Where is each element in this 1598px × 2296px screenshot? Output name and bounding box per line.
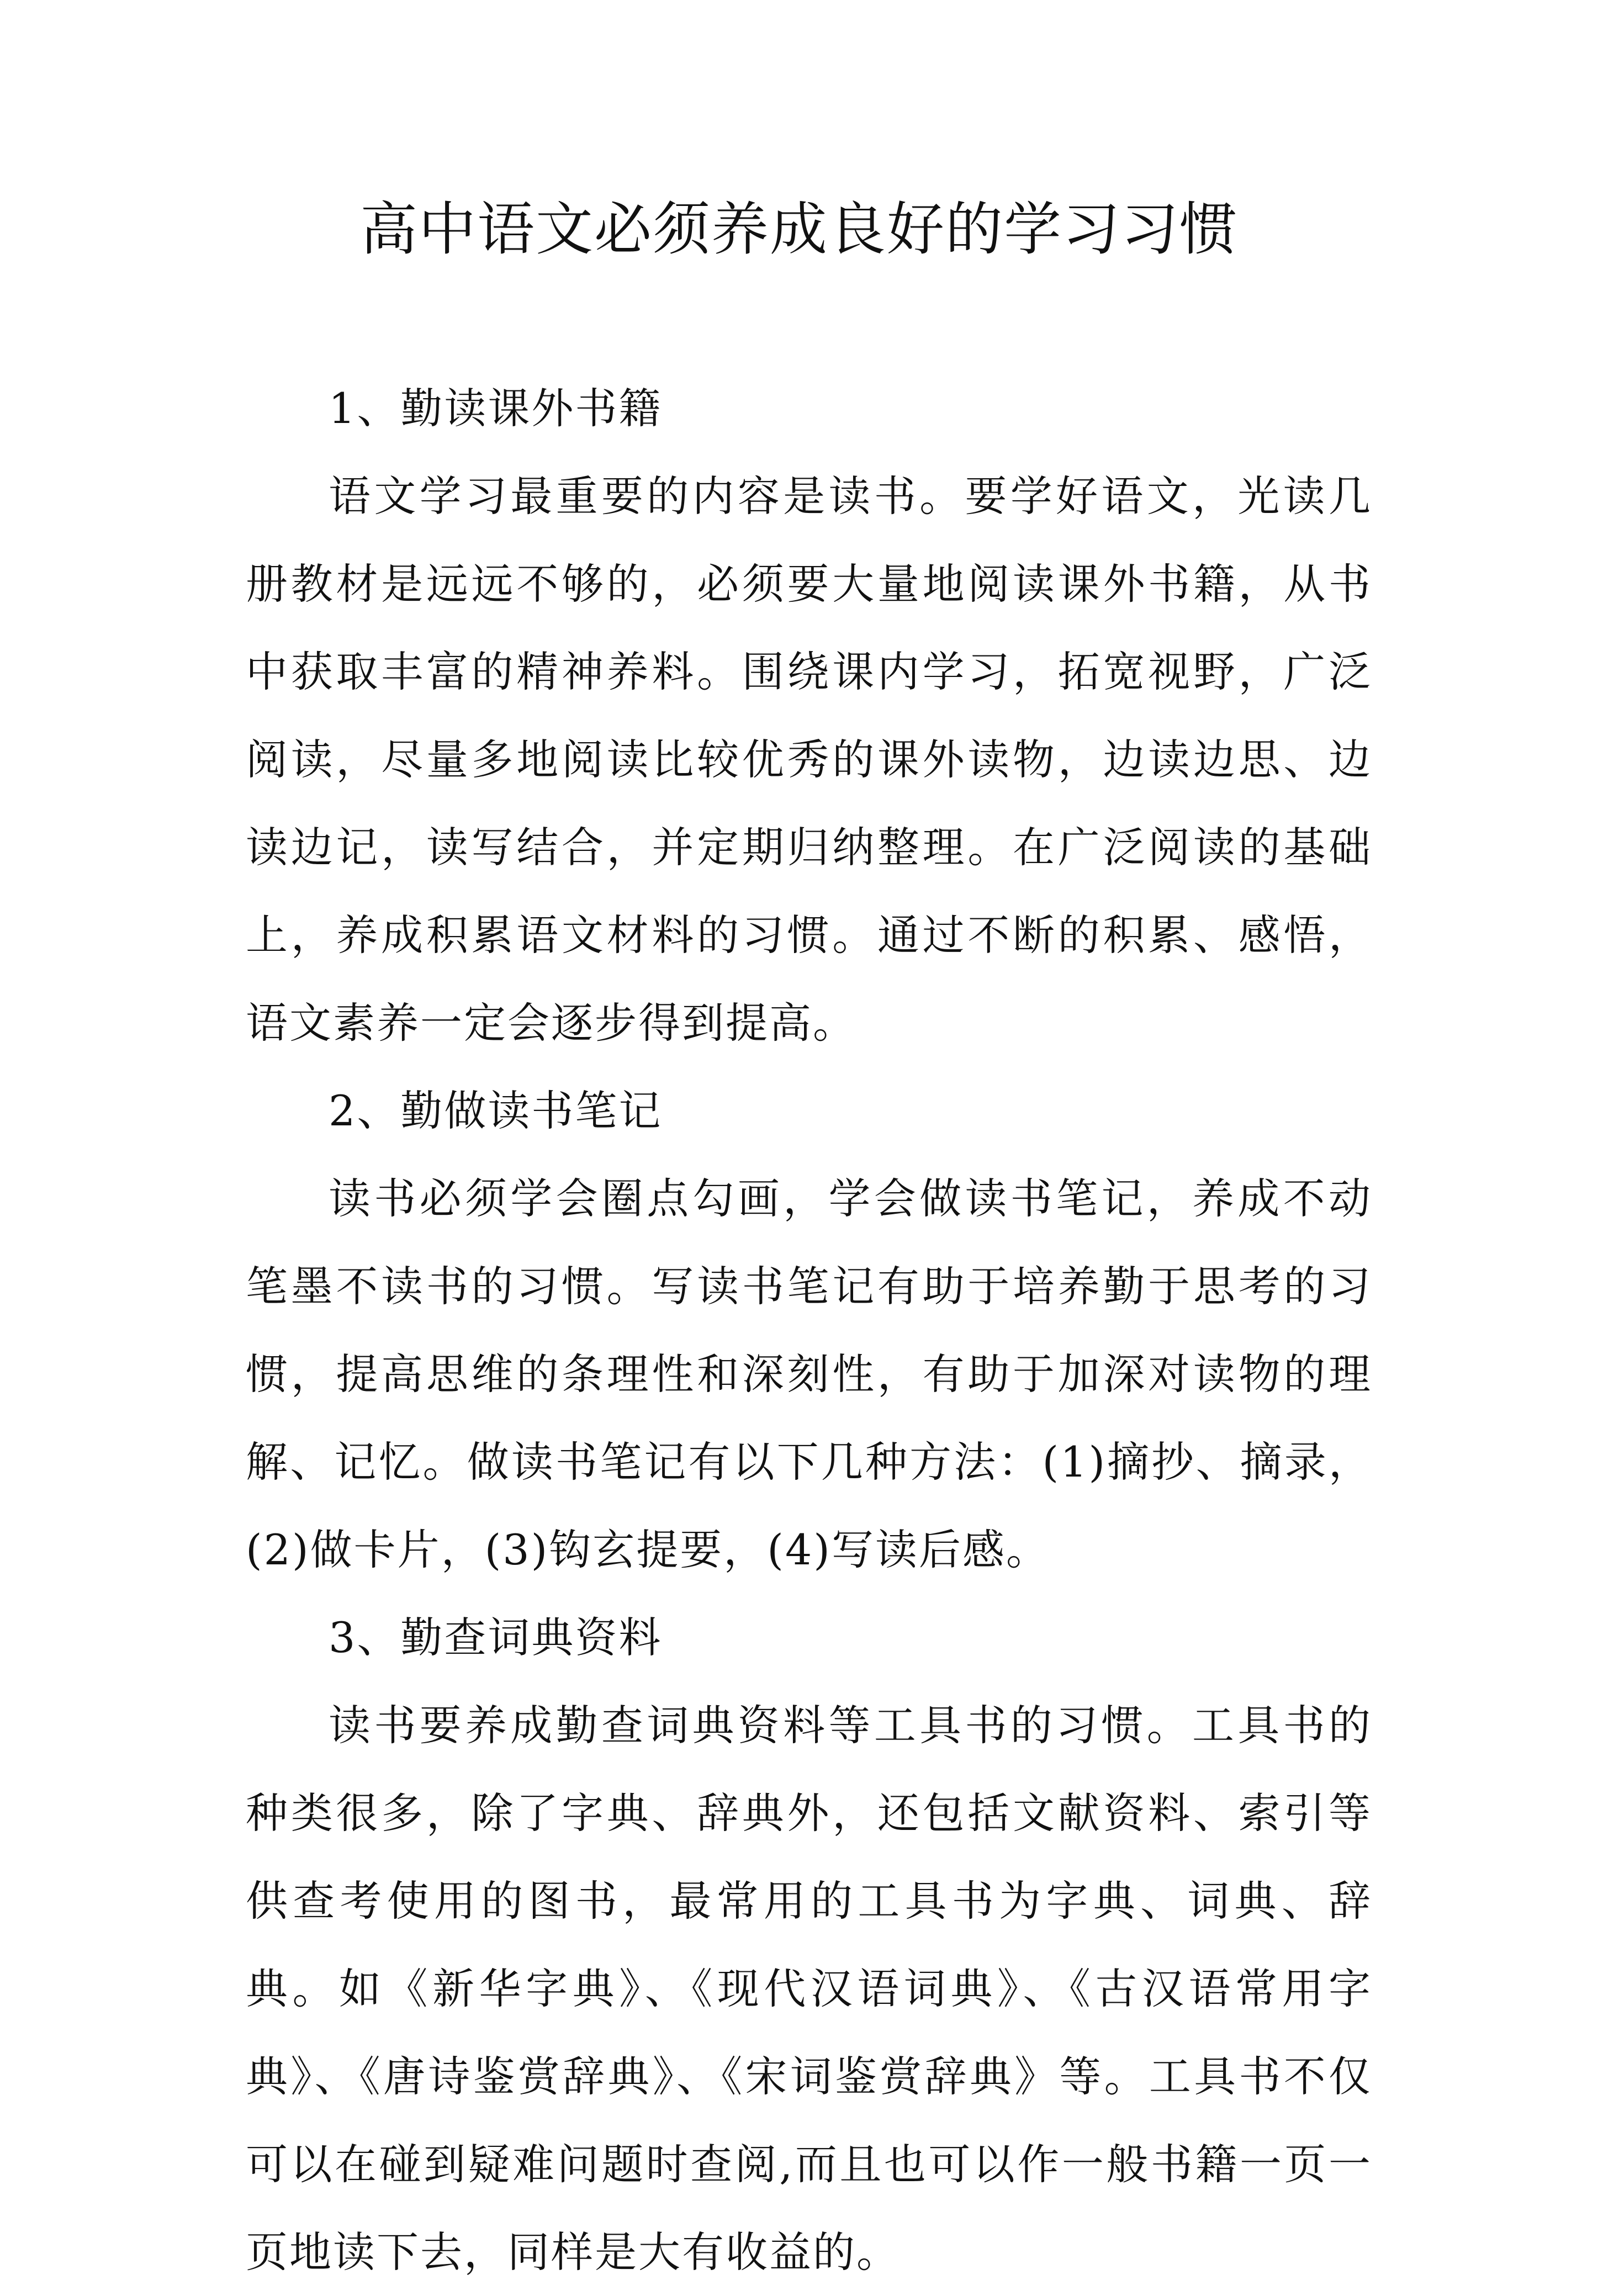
section-heading-3: 3、勤查词典资料 xyxy=(329,1613,663,1662)
document-body xyxy=(246,364,1372,2296)
section-paragraph-1: 语文学习最重要的内容是读书。要学好语文，光读几册教材是远远不够的，必须要大量地阅读课外书籍，从书中获取丰富的精神养料。围绕课内学习，拓宽视野，广泛阅读，尽量多地阅读比较优秀的课外读物，边读边思、边读边记，读写结合，并定期归纳整理。在广泛阅读的基础上，养成积累语文材料的习惯。通过不断的积累、感悟，语文素养一定会逐步得到提高。 xyxy=(246,472,1372,1048)
section-heading-2: 2、勤做读书笔记 xyxy=(329,1086,663,1135)
section-heading-1: 1、勤读课外书籍 xyxy=(329,384,663,433)
section-paragraph-2: 读书必须学会圈点勾画，学会做读书笔记，养成不动笔墨不读书的习惯。写读书笔记有助于培养勤于思考的习惯，提高思维的条理性和深刻性，有助于加深对读物的理解、记忆。做读书笔记有以下几种方法：(1)摘抄、摘录，(2)做卡片，(3)钩玄提要，(4)写读后感。 xyxy=(246,1174,1372,1574)
document-title: 高中语文必须养成良好的学习习惯 xyxy=(359,195,1238,263)
section-paragraph-3: 读书要养成勤查词典资料等工具书的习惯。工具书的种类很多，除了字典、辞典外，还包括文献资料、索引等供查考使用的图书，最常用的工具书为字典、词典、辞典。如《新华字典》、《现代汉语词典》、《古汉语常用字典》、《唐诗鉴赏辞典》、《宋词鉴赏辞典》等。工具书不仅可以在碰到疑难问题时查阅,而且也可以作一般书籍一页一页地读下去，同样是大有收益的。 xyxy=(246,1701,1372,2277)
